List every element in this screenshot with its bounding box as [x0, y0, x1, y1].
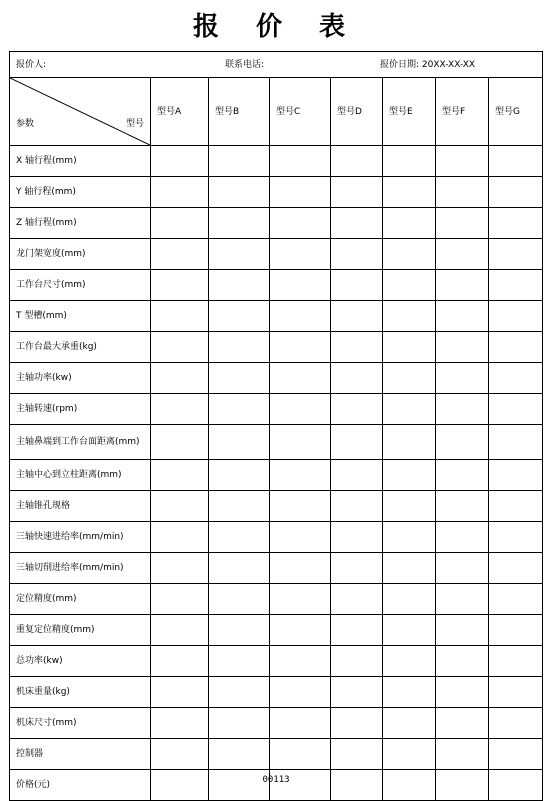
value-cell[interactable] [383, 208, 436, 239]
table-row [10, 239, 543, 270]
value-cell[interactable] [489, 646, 543, 677]
table-row [10, 708, 543, 739]
phone-label: 联系电话: [225, 60, 265, 70]
value-cell[interactable] [383, 708, 436, 739]
value-cell[interactable] [383, 332, 436, 363]
row-label: 控制器 [10, 739, 151, 770]
value-cell[interactable] [331, 522, 383, 553]
value-cell[interactable] [209, 584, 270, 615]
value-cell[interactable] [270, 239, 331, 270]
value-cell[interactable] [489, 677, 543, 708]
table-row [10, 301, 543, 332]
model-column-header: 型号F [436, 78, 489, 146]
value-cell[interactable] [151, 270, 209, 301]
value-cell[interactable] [489, 208, 543, 239]
row-label: 总功率(kw) [10, 646, 151, 677]
table-row [10, 553, 543, 584]
value-cell[interactable] [383, 615, 436, 646]
value-cell[interactable] [436, 394, 489, 425]
value-cell[interactable] [489, 332, 543, 363]
value-cell[interactable] [151, 584, 209, 615]
row-label: 龙门架宽度(mm) [10, 239, 151, 270]
value-cell[interactable] [270, 491, 331, 522]
page-number: 00113 [262, 775, 290, 785]
value-cell[interactable] [436, 739, 489, 770]
value-cell[interactable] [209, 425, 270, 460]
row-label: 价格(元) [10, 770, 151, 801]
row-label: 主轴转速(rpm) [10, 394, 151, 425]
value-cell[interactable] [151, 146, 209, 177]
value-cell[interactable] [489, 425, 543, 460]
value-cell[interactable] [151, 394, 209, 425]
value-cell[interactable] [270, 522, 331, 553]
value-cell[interactable] [436, 363, 489, 394]
value-cell[interactable] [331, 301, 383, 332]
table-row [10, 584, 543, 615]
row-label: 三轴切削进给率(mm/min) [10, 553, 151, 584]
value-cell[interactable] [436, 553, 489, 584]
value-cell[interactable] [436, 522, 489, 553]
row-label: 主轴鼻端到工作台面距离(mm) [10, 425, 151, 460]
value-cell[interactable] [151, 301, 209, 332]
value-cell[interactable] [270, 739, 331, 770]
model-column-header: 型号E [383, 78, 436, 146]
value-cell[interactable] [383, 177, 436, 208]
value-cell[interactable] [331, 491, 383, 522]
value-cell[interactable] [489, 522, 543, 553]
value-cell[interactable] [383, 146, 436, 177]
value-cell[interactable] [436, 708, 489, 739]
table-row [10, 177, 543, 208]
value-cell[interactable] [270, 146, 331, 177]
value-cell[interactable] [489, 739, 543, 770]
row-label: 机床尺寸(mm) [10, 708, 151, 739]
value-cell[interactable] [209, 270, 270, 301]
row-label: 三轴快速进给率(mm/min) [10, 522, 151, 553]
model-column-header: 型号B [209, 78, 270, 146]
value-cell[interactable] [151, 522, 209, 553]
value-cell[interactable] [270, 208, 331, 239]
table-row [10, 615, 543, 646]
row-label: 机床重量(kg) [10, 677, 151, 708]
table-row [10, 394, 543, 425]
value-cell[interactable] [209, 460, 270, 491]
value-cell[interactable] [209, 491, 270, 522]
value-cell[interactable] [209, 332, 270, 363]
value-cell[interactable] [436, 332, 489, 363]
value-cell[interactable] [383, 394, 436, 425]
value-cell[interactable] [489, 177, 543, 208]
row-label: 重复定位精度(mm) [10, 615, 151, 646]
page-title: 报 价 表 [192, 12, 360, 42]
value-cell[interactable] [209, 363, 270, 394]
value-cell[interactable] [151, 615, 209, 646]
quoter-label: 报价人: [16, 60, 47, 70]
value-cell[interactable] [436, 301, 489, 332]
value-cell[interactable] [331, 332, 383, 363]
value-cell[interactable] [383, 270, 436, 301]
row-label: Y 轴行程(mm) [10, 177, 151, 208]
header-row [10, 78, 543, 146]
value-cell[interactable] [270, 615, 331, 646]
value-cell[interactable] [489, 553, 543, 584]
value-cell[interactable] [331, 584, 383, 615]
value-cell[interactable] [209, 615, 270, 646]
row-label: 定位精度(mm) [10, 584, 151, 615]
value-cell[interactable] [331, 425, 383, 460]
model-column-header: 型号C [270, 78, 331, 146]
value-cell[interactable] [331, 460, 383, 491]
value-cell[interactable] [270, 301, 331, 332]
value-cell[interactable] [151, 208, 209, 239]
value-cell[interactable] [151, 553, 209, 584]
value-cell[interactable] [151, 708, 209, 739]
param-header-label: 参数 [16, 119, 35, 129]
table-row [10, 425, 543, 460]
value-cell[interactable] [383, 646, 436, 677]
value-cell[interactable] [489, 146, 543, 177]
value-cell[interactable] [151, 239, 209, 270]
quote-table [9, 51, 543, 801]
table-row [10, 460, 543, 491]
value-cell[interactable] [383, 239, 436, 270]
value-cell[interactable] [436, 239, 489, 270]
value-cell[interactable] [331, 208, 383, 239]
table-row [10, 646, 543, 677]
value-cell[interactable] [436, 208, 489, 239]
value-cell[interactable] [209, 177, 270, 208]
value-cell[interactable] [436, 460, 489, 491]
table-row [10, 522, 543, 553]
table-row [10, 270, 543, 301]
value-cell[interactable] [436, 491, 489, 522]
value-cell[interactable] [270, 646, 331, 677]
value-cell[interactable] [331, 739, 383, 770]
value-cell[interactable] [270, 332, 331, 363]
row-label: 主轴中心到立柱距离(mm) [10, 460, 151, 491]
model-column-header: 型号G [489, 78, 543, 146]
value-cell[interactable] [331, 177, 383, 208]
value-cell[interactable] [331, 270, 383, 301]
value-cell[interactable] [209, 646, 270, 677]
value-cell[interactable] [436, 584, 489, 615]
value-cell[interactable] [151, 332, 209, 363]
value-cell[interactable] [383, 425, 436, 460]
value-cell[interactable] [489, 460, 543, 491]
value-cell[interactable] [331, 553, 383, 584]
value-cell[interactable] [270, 270, 331, 301]
diagonal-line [10, 78, 151, 146]
value-cell[interactable] [489, 394, 543, 425]
value-cell[interactable] [151, 460, 209, 491]
value-cell[interactable] [270, 177, 331, 208]
value-cell[interactable] [489, 301, 543, 332]
value-cell[interactable] [209, 394, 270, 425]
value-cell[interactable] [331, 615, 383, 646]
value-cell[interactable] [383, 553, 436, 584]
value-cell[interactable] [151, 425, 209, 460]
model-column-header: 型号D [331, 78, 383, 146]
value-cell[interactable] [331, 677, 383, 708]
table-row [10, 208, 543, 239]
value-cell[interactable] [270, 677, 331, 708]
value-cell[interactable] [209, 708, 270, 739]
row-label: 主轴锥孔规格 [10, 491, 151, 522]
value-cell[interactable] [383, 460, 436, 491]
value-cell[interactable] [209, 208, 270, 239]
value-cell[interactable] [209, 739, 270, 770]
value-cell[interactable] [209, 553, 270, 584]
value-cell[interactable] [270, 363, 331, 394]
row-label: 工作台最大承重(kg) [10, 332, 151, 363]
value-cell[interactable] [331, 146, 383, 177]
value-cell[interactable] [270, 708, 331, 739]
value-cell[interactable] [489, 363, 543, 394]
row-label: T 型槽(mm) [10, 301, 151, 332]
table-row [10, 491, 543, 522]
info-row [10, 52, 543, 78]
value-cell[interactable] [209, 301, 270, 332]
table-row [10, 739, 543, 770]
value-cell[interactable] [331, 363, 383, 394]
value-cell[interactable] [489, 270, 543, 301]
value-cell[interactable] [151, 491, 209, 522]
value-cell[interactable] [209, 239, 270, 270]
row-label: Z 轴行程(mm) [10, 208, 151, 239]
value-cell[interactable] [436, 677, 489, 708]
value-cell[interactable] [331, 708, 383, 739]
value-cell[interactable] [383, 363, 436, 394]
quote-date-label: 报价日期: 20XX-XX-XX [380, 60, 476, 70]
row-label: X 轴行程(mm) [10, 146, 151, 177]
value-cell[interactable] [331, 394, 383, 425]
value-cell[interactable] [270, 425, 331, 460]
value-cell[interactable] [270, 553, 331, 584]
value-cell[interactable] [436, 270, 489, 301]
value-cell[interactable] [383, 739, 436, 770]
value-cell[interactable] [489, 239, 543, 270]
value-cell[interactable] [436, 615, 489, 646]
value-cell[interactable] [383, 584, 436, 615]
value-cell[interactable] [209, 146, 270, 177]
value-cell[interactable] [489, 584, 543, 615]
value-cell[interactable] [383, 491, 436, 522]
value-cell[interactable] [151, 363, 209, 394]
value-cell[interactable] [436, 425, 489, 460]
row-label: 主轴功率(kw) [10, 363, 151, 394]
value-cell[interactable] [151, 646, 209, 677]
value-cell[interactable] [270, 394, 331, 425]
value-cell[interactable] [331, 239, 383, 270]
value-cell[interactable] [383, 301, 436, 332]
model-header-label: 型号 [125, 119, 144, 129]
table-row [10, 146, 543, 177]
value-cell[interactable] [209, 522, 270, 553]
value-cell[interactable] [436, 177, 489, 208]
value-cell[interactable] [436, 646, 489, 677]
model-column-header: 型号A [151, 78, 209, 146]
value-cell[interactable] [331, 646, 383, 677]
value-cell[interactable] [151, 177, 209, 208]
table-row [10, 363, 543, 394]
value-cell[interactable] [151, 739, 209, 770]
value-cell[interactable] [436, 146, 489, 177]
value-cell[interactable] [209, 677, 270, 708]
table-row [10, 332, 543, 363]
row-label: 工作台尺寸(mm) [10, 270, 151, 301]
value-cell[interactable] [383, 677, 436, 708]
table-row [10, 677, 543, 708]
value-cell[interactable] [489, 615, 543, 646]
value-cell[interactable] [270, 460, 331, 491]
value-cell[interactable] [270, 584, 331, 615]
value-cell[interactable] [383, 522, 436, 553]
diagonal-header-cell [10, 78, 151, 146]
value-cell[interactable] [489, 708, 543, 739]
value-cell[interactable] [151, 677, 209, 708]
value-cell[interactable] [489, 491, 543, 522]
